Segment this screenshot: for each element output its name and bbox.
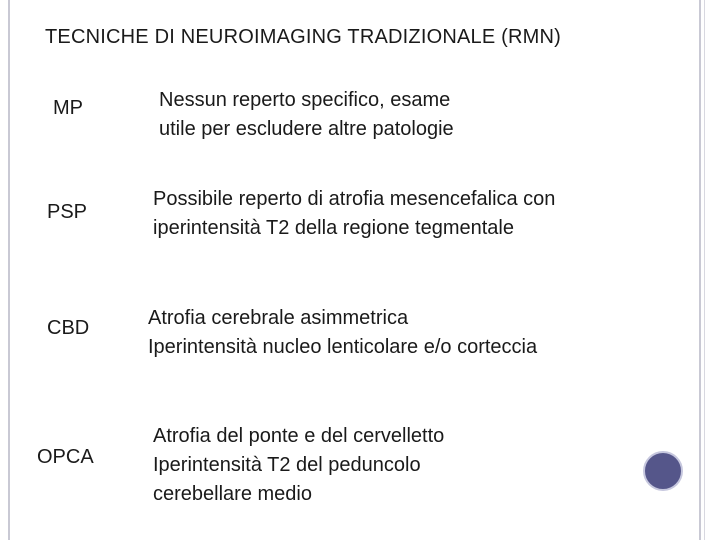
description-line: Possibile reperto di atrofia mesencefalica con [153,188,556,210]
row-label-mp: MP [53,97,83,119]
row-description-opca [153,422,444,509]
slide-title: TECNICHE DI NEUROIMAGING TRADIZIONALE (RMN) [45,26,562,48]
row-label-opca: OPCA [37,446,94,468]
description-line: iperintensità T2 della regione tegmentale [153,217,514,239]
description-line: cerebellare medio [153,483,312,505]
description-line: Atrofia cerebrale asimmetrica [148,307,409,329]
slide-frame-left [8,0,10,540]
description-line: Iperintensità T2 del peduncolo [153,454,421,476]
description-line: utile per escludere altre patologie [159,118,454,140]
description-line: Nessun reperto specifico, esame [159,89,451,111]
row-label-psp: PSP [47,201,88,223]
row-description-mp [159,86,454,144]
slide-nav-dot-icon[interactable] [643,451,683,491]
row-description-psp [153,185,555,243]
description-line: Atrofia del ponte e del cervelletto [153,425,445,447]
slide-frame-right [699,0,701,540]
description-line: Iperintensità nucleo lenticolare e/o corteccia [148,336,538,358]
row-description-cbd [148,304,537,362]
slide-frame-right-inner [704,0,705,540]
row-label-cbd: CBD [47,317,90,339]
